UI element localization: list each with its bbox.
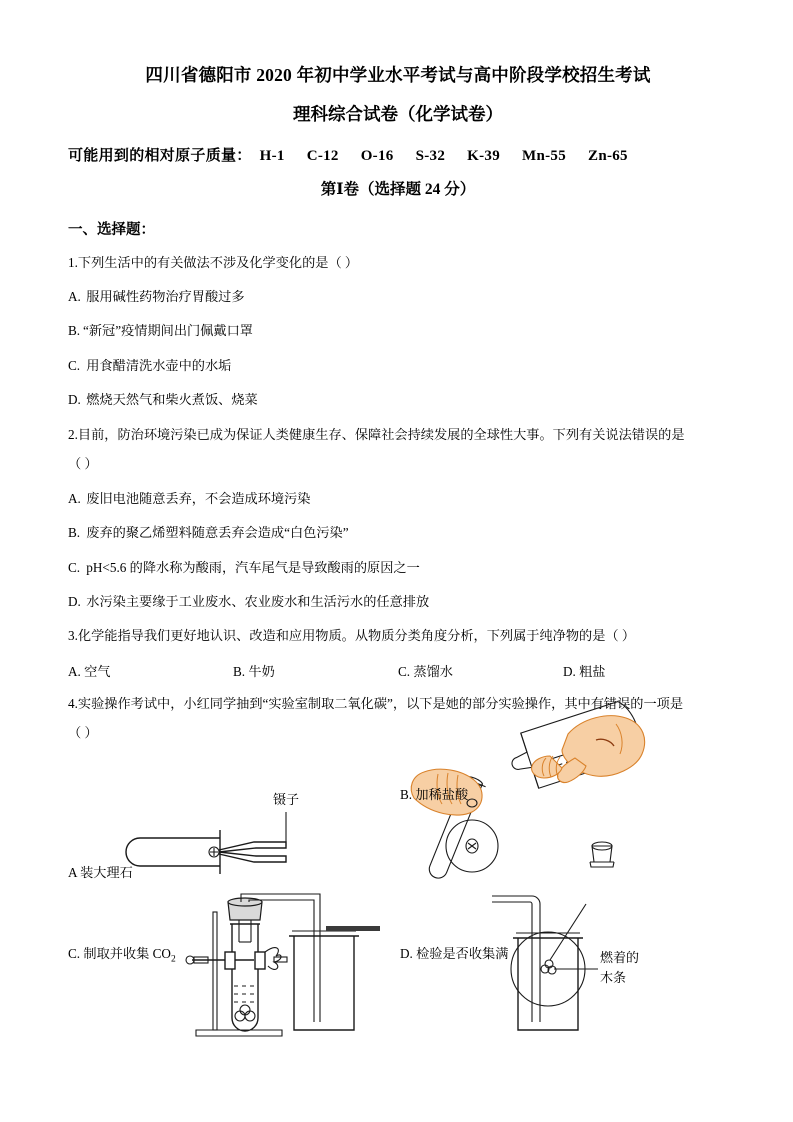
question-4-stem: 4.实验操作考试中，小红同学抽到“实验室制取二氧化碳”，以下是她的部分实验操作，其中有错误的一项是: [68, 695, 684, 711]
question-1-option-b[interactable]: [68, 321, 728, 341]
option-text: 废弃的聚乙烯塑料随意丢弃会造成“白色污染”: [86, 525, 349, 541]
figure-a-label: A 装大理石: [68, 865, 133, 880]
option-label: C.: [68, 559, 81, 575]
atomic-mass-c: C-12: [306, 147, 339, 164]
atomic-mass-mn: Mn-55: [522, 147, 567, 164]
question-3-option-a[interactable]: [68, 661, 233, 680]
marble-chips: [235, 1005, 255, 1021]
question-3-option-b[interactable]: [233, 661, 398, 680]
question-1-option-d[interactable]: [68, 390, 728, 410]
question-2-option-b[interactable]: [68, 523, 728, 543]
figure-c-label-text: C. 制取并收集 CO: [68, 946, 171, 961]
option-label: B.: [68, 525, 81, 541]
option-text: 牛奶: [248, 663, 275, 679]
figure-b-label: B. 加稀盐酸: [400, 787, 469, 802]
figure-b-加稀盐酸: [400, 700, 730, 890]
question-3-stem: 3.化学能指导我们更好地认识、改造和应用物质。从物质分类角度分析，下列属于纯净物的是（ ）: [68, 628, 636, 644]
option-text: “新冠”疫情期间出门佩戴口罩: [83, 323, 253, 339]
question-2-option-d[interactable]: [68, 592, 728, 612]
question-3-options-row: [68, 661, 728, 680]
option-label: A.: [68, 490, 81, 506]
option-text: 蒸馏水: [413, 663, 453, 679]
question-3-option-c[interactable]: [398, 661, 563, 680]
question-1-option-c[interactable]: [68, 356, 728, 376]
figure-d-label: D. 检验是否收集满: [400, 946, 509, 961]
burning-splint-annotation-line2: 木条: [600, 971, 627, 986]
atomic-mass-o: O-16: [360, 147, 394, 164]
tweezers-annotation-text: 镊子: [273, 793, 300, 808]
atomic-mass-h: H-1: [259, 147, 285, 164]
option-text: 水污染主要缘于工业废水、农业废水和生活污水的任意排放: [86, 594, 430, 610]
option-text: 服用碱性药物治疗胃酸过多: [86, 288, 245, 304]
option-text: 空气: [84, 663, 111, 679]
option-label: C.: [398, 663, 411, 679]
page-title: 四川省德阳市 2020 年初中学业水平考试与高中阶段学校招生考试: [145, 65, 651, 85]
figure-a-装大理石: [68, 778, 368, 908]
option-label: D.: [563, 663, 576, 679]
section-heading-multiple-choice: 一、选择题：: [68, 221, 155, 238]
figure-c-label-subscript: 2: [170, 954, 176, 965]
page-subtitle: 理科综合试卷（化学试卷）: [293, 104, 503, 125]
burning-splint-annotation-line1: 燃着的: [600, 951, 640, 966]
question-2-option-a[interactable]: [68, 489, 728, 509]
atomic-mass-zn: Zn-65: [588, 147, 628, 164]
atomic-mass-label: 可能用到的相对原子质量：: [68, 147, 252, 164]
question-1-stem: 1.下列生活中的有关做法不涉及化学变化的是（ ）: [68, 254, 359, 270]
figure-c-制取并收集CO2: [68, 890, 388, 1040]
option-text: 粗盐: [579, 663, 606, 679]
figure-a-drawing: [68, 778, 368, 908]
figure-c-drawing: [68, 890, 388, 1040]
page-content: [68, 0, 728, 744]
option-label: B.: [233, 663, 246, 679]
figure-c-label: [68, 943, 176, 965]
option-label: D.: [68, 392, 81, 408]
option-text: 废旧电池随意丢弃，不会造成环境污染: [86, 490, 311, 506]
question-1-option-a[interactable]: [68, 287, 728, 307]
option-text: 燃烧天然气和柴火煮饭、烧菜: [86, 392, 258, 408]
question-2-stem-continuation: （ ）: [68, 456, 98, 472]
question-4-stem-continuation: （ ）: [68, 725, 98, 741]
atomic-mass-line: [68, 144, 728, 165]
stopper: [590, 842, 614, 867]
atomic-mass-s: S-32: [415, 147, 446, 164]
volume-heading: 第Ⅰ卷（选择题 24 分）: [320, 180, 476, 198]
question-3-option-d[interactable]: [563, 661, 728, 680]
question-2-stem: 2.目前，防治环境污染已成为保证人类健康生存、保障社会持续发展的全球性大事。下列有关说法错误的是: [68, 426, 685, 442]
option-text: 用食醋清洗水壶中的水垢: [86, 357, 232, 373]
option-label: C.: [68, 357, 81, 373]
option-text: pH<5.6 的降水称为酸雨，汽车尾气是导致酸雨的原因之一: [86, 559, 420, 575]
figure-d-drawing: [400, 890, 700, 1040]
atomic-mass-k: K-39: [467, 147, 501, 164]
option-label: B.: [68, 323, 81, 339]
flame-icon: [541, 960, 556, 974]
option-label: D.: [68, 594, 81, 610]
upper-hand: [532, 716, 645, 783]
figure-d-检验是否收集满: [400, 890, 700, 1040]
question-2-option-c[interactable]: [68, 558, 728, 578]
option-label: A.: [68, 288, 81, 304]
option-label: A.: [68, 663, 81, 679]
question-4-figure-group: [60, 700, 760, 1040]
